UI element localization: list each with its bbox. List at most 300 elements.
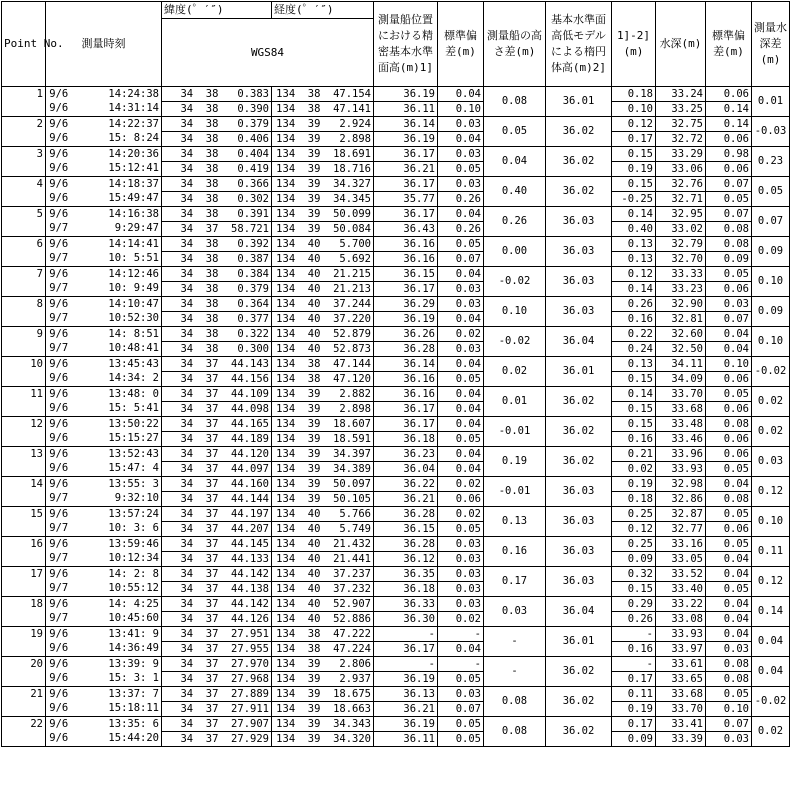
point-number: 7 [2,267,46,282]
longitude-cell: 134 40 21.432 [272,537,374,552]
table-row [2,447,790,462]
precise-height-cell: 36.19 [374,672,438,687]
ellipsoid-height-cell: 36.04 [546,327,612,357]
depth-diff-cell: 0.04 [752,657,790,687]
precise-height-cell: 36.33 [374,597,438,612]
header-depth-diff: 測量水深差(m) [752,2,790,87]
diff-cell: 0.16 [612,312,656,327]
latitude-cell: 34 38 0.366 [162,177,272,192]
depth-diff-cell: 0.05 [752,177,790,207]
depth-std-dev-cell: 0.05 [706,192,752,207]
measure-time: 14: 4:25 [72,597,162,612]
precise-height-cell: 36.21 [374,492,438,507]
measure-time: 14:31:14 [72,102,162,117]
depth-cell: 33.65 [656,672,706,687]
header-longitude: 経度(゜′″) [272,2,374,19]
diff-cell: 0.14 [612,207,656,222]
measure-date: 9/6 [46,507,72,522]
longitude-cell: 134 40 52.907 [272,597,374,612]
point-number [2,582,46,597]
depth-std-dev-cell: 0.03 [706,642,752,657]
ship-height-diff-cell: 0.26 [484,207,546,237]
latitude-cell: 34 37 27.907 [162,717,272,732]
depth-std-dev-cell: 0.04 [706,552,752,567]
diff-cell: 0.17 [612,672,656,687]
depth-std-dev-cell: 0.10 [706,702,752,717]
ellipsoid-height-cell: 36.02 [546,147,612,177]
depth-std-dev-cell: 0.07 [706,177,752,192]
std-dev-cell: 0.07 [438,252,484,267]
measure-date: 9/7 [46,282,72,297]
point-number [2,402,46,417]
measure-date: 9/6 [46,162,72,177]
precise-height-cell: 36.16 [374,387,438,402]
depth-cell: 32.81 [656,312,706,327]
diff-cell: 0.11 [612,687,656,702]
depth-cell: 32.50 [656,342,706,357]
latitude-cell: 34 37 44.207 [162,522,272,537]
ellipsoid-height-cell: 36.02 [546,417,612,447]
std-dev-cell: 0.04 [438,357,484,372]
precise-height-cell: 36.17 [374,282,438,297]
std-dev-cell: 0.03 [438,582,484,597]
depth-std-dev-cell: 0.04 [706,612,752,627]
point-number [2,132,46,147]
diff-cell: 0.32 [612,567,656,582]
depth-std-dev-cell: 0.07 [706,312,752,327]
std-dev-cell: 0.04 [438,87,484,102]
std-dev-cell: 0.03 [438,177,484,192]
ship-height-diff-cell: -0.02 [484,327,546,357]
latitude-cell: 34 38 0.379 [162,117,272,132]
ship-height-diff-cell: -0.01 [484,417,546,447]
measure-time: 14:36:49 [72,642,162,657]
measure-date: 9/7 [46,222,72,237]
point-number: 1 [2,87,46,102]
precise-height-cell: 36.19 [374,717,438,732]
point-number [2,282,46,297]
latitude-cell: 34 37 58.721 [162,222,272,237]
diff-cell: 0.12 [612,267,656,282]
table-row [2,177,790,192]
measure-date: 9/6 [46,177,72,192]
longitude-cell: 134 38 47.120 [272,372,374,387]
std-dev-cell: 0.04 [438,267,484,282]
diff-cell: 0.19 [612,162,656,177]
measure-date: 9/6 [46,687,72,702]
diff-cell: 0.10 [612,102,656,117]
diff-cell: 0.17 [612,132,656,147]
table-row [2,192,790,207]
depth-cell: 33.06 [656,162,706,177]
longitude-cell: 134 39 18.591 [272,432,374,447]
depth-diff-cell: 0.11 [752,537,790,567]
depth-cell: 32.87 [656,507,706,522]
precise-height-cell: 36.21 [374,162,438,177]
ellipsoid-height-cell: 36.03 [546,567,612,597]
header-diff: 1]-2](m) [612,2,656,87]
point-number: 10 [2,357,46,372]
measure-date: 9/6 [46,732,72,747]
measure-date: 9/7 [46,612,72,627]
measure-date: 9/6 [46,87,72,102]
precise-height-cell: 36.28 [374,507,438,522]
latitude-cell: 34 38 0.364 [162,297,272,312]
ellipsoid-height-cell: 36.02 [546,657,612,687]
measure-time: 10:45:60 [72,612,162,627]
precise-height-cell: 36.11 [374,732,438,747]
longitude-cell: 134 38 47.141 [272,102,374,117]
header-depth-std-dev: 標準偏差(m) [706,2,752,87]
depth-cell: 33.08 [656,612,706,627]
longitude-cell: 134 40 37.244 [272,297,374,312]
table-row [2,672,790,687]
measure-time: 13:57:24 [72,507,162,522]
table-row [2,132,790,147]
measure-date: 9/6 [46,207,72,222]
std-dev-cell: 0.02 [438,507,484,522]
depth-cell: 32.79 [656,237,706,252]
point-number [2,702,46,717]
table-row [2,162,790,177]
longitude-cell: 134 40 5.700 [272,237,374,252]
std-dev-cell: 0.05 [438,522,484,537]
depth-diff-cell: 0.03 [752,447,790,477]
measure-date: 9/6 [46,597,72,612]
depth-cell: 32.95 [656,207,706,222]
ellipsoid-height-cell: 36.01 [546,357,612,387]
point-number [2,102,46,117]
diff-cell: 0.24 [612,342,656,357]
measure-time: 13:39: 9 [72,657,162,672]
latitude-cell: 34 37 44.143 [162,357,272,372]
diff-cell: 0.12 [612,117,656,132]
measure-date: 9/6 [46,372,72,387]
latitude-cell: 34 37 44.142 [162,597,272,612]
point-number [2,462,46,477]
point-number: 11 [2,387,46,402]
std-dev-cell: 0.07 [438,702,484,717]
latitude-cell: 34 38 0.390 [162,102,272,117]
longitude-cell: 134 40 52.886 [272,612,374,627]
ship-height-diff-cell: -0.02 [484,267,546,297]
precise-height-cell: 36.17 [374,147,438,162]
depth-cell: 33.33 [656,267,706,282]
measure-time: 15: 5:41 [72,402,162,417]
longitude-cell: 134 39 34.327 [272,177,374,192]
table-row [2,102,790,117]
depth-diff-cell: 0.10 [752,507,790,537]
precise-height-cell: - [374,657,438,672]
std-dev-cell: 0.03 [438,297,484,312]
measure-time: 14:16:38 [72,207,162,222]
depth-cell: 33.02 [656,222,706,237]
depth-std-dev-cell: 0.04 [706,327,752,342]
latitude-cell: 34 37 44.126 [162,612,272,627]
depth-cell: 34.11 [656,357,706,372]
precise-height-cell: 35.77 [374,192,438,207]
depth-std-dev-cell: 0.08 [706,237,752,252]
measure-date: 9/6 [46,417,72,432]
depth-diff-cell: -0.02 [752,357,790,387]
depth-cell: 33.48 [656,417,706,432]
diff-cell: 0.22 [612,327,656,342]
std-dev-cell: 0.26 [438,192,484,207]
point-number [2,492,46,507]
depth-cell: 32.71 [656,192,706,207]
depth-diff-cell: 0.23 [752,147,790,177]
measure-date: 9/6 [46,717,72,732]
ship-height-diff-cell: 0.17 [484,567,546,597]
diff-cell: 0.17 [612,717,656,732]
precise-height-cell: 36.22 [374,477,438,492]
ellipsoid-height-cell: 36.03 [546,297,612,327]
header-ellipsoid-height: 基本水準面高低モデルによる楕円体高(m)2] [546,2,612,87]
latitude-cell: 34 38 0.379 [162,282,272,297]
std-dev-cell: 0.05 [438,717,484,732]
diff-cell: 0.16 [612,642,656,657]
latitude-cell: 34 37 44.109 [162,387,272,402]
ellipsoid-height-cell: 36.03 [546,207,612,237]
table-row [2,117,790,132]
measure-time: 9:29:47 [72,222,162,237]
diff-cell: 0.18 [612,492,656,507]
point-number [2,642,46,657]
ship-height-diff-cell: 0.02 [484,357,546,387]
depth-diff-cell: 0.14 [752,597,790,627]
depth-std-dev-cell: 0.09 [706,252,752,267]
depth-cell: 33.52 [656,567,706,582]
header-std-dev: 標準偏差(m) [438,2,484,87]
point-number [2,432,46,447]
latitude-cell: 34 37 44.156 [162,372,272,387]
longitude-cell: 134 40 37.232 [272,582,374,597]
table-row [2,252,790,267]
depth-cell: 33.70 [656,387,706,402]
diff-cell: 0.15 [612,372,656,387]
depth-diff-cell: 0.02 [752,717,790,747]
precise-height-cell: 36.17 [374,402,438,417]
latitude-cell: 34 37 27.970 [162,657,272,672]
precise-height-cell: 36.16 [374,252,438,267]
table-row [2,492,790,507]
measure-time: 10:55:12 [72,582,162,597]
longitude-cell: 134 40 52.879 [272,327,374,342]
table-row [2,387,790,402]
diff-cell: 0.02 [612,462,656,477]
measure-time: 14:10:47 [72,297,162,312]
point-number [2,522,46,537]
latitude-cell: 34 38 0.391 [162,207,272,222]
table-row [2,312,790,327]
point-number: 12 [2,417,46,432]
depth-cell: 33.68 [656,402,706,417]
diff-cell: 0.15 [612,417,656,432]
depth-diff-cell: 0.12 [752,567,790,597]
diff-cell: 0.40 [612,222,656,237]
latitude-cell: 34 38 0.392 [162,237,272,252]
std-dev-cell: 0.03 [438,567,484,582]
depth-std-dev-cell: 0.10 [706,357,752,372]
measure-time: 10:52:30 [72,312,162,327]
point-number: 16 [2,537,46,552]
longitude-cell: 134 39 50.084 [272,222,374,237]
diff-cell: 0.12 [612,522,656,537]
diff-cell: 0.09 [612,732,656,747]
latitude-cell: 34 38 0.322 [162,327,272,342]
precise-height-cell: 36.19 [374,132,438,147]
longitude-cell: 134 39 34.320 [272,732,374,747]
std-dev-cell: 0.04 [438,132,484,147]
latitude-cell: 34 37 44.160 [162,477,272,492]
depth-diff-cell: 0.01 [752,87,790,117]
latitude-cell: 34 37 27.955 [162,642,272,657]
measure-time: 13:37: 7 [72,687,162,702]
measure-date: 9/6 [46,297,72,312]
measure-date: 9/6 [46,267,72,282]
latitude-cell: 34 38 0.302 [162,192,272,207]
longitude-cell: 134 40 37.220 [272,312,374,327]
measure-time: 14: 8:51 [72,327,162,342]
table-row [2,372,790,387]
table-row [2,687,790,702]
std-dev-cell: 0.05 [438,672,484,687]
diff-cell: 0.09 [612,552,656,567]
measure-time: 13:41: 9 [72,627,162,642]
depth-cell: 33.96 [656,447,706,462]
ellipsoid-height-cell: 36.02 [546,687,612,717]
std-dev-cell: 0.03 [438,117,484,132]
latitude-cell: 34 38 0.387 [162,252,272,267]
measure-date: 9/6 [46,117,72,132]
longitude-cell: 134 40 37.237 [272,567,374,582]
longitude-cell: 134 38 47.224 [272,642,374,657]
latitude-cell: 34 37 27.929 [162,732,272,747]
depth-std-dev-cell: 0.06 [706,87,752,102]
measure-date: 9/6 [46,672,72,687]
measure-time: 14:14:41 [72,237,162,252]
depth-std-dev-cell: 0.07 [706,207,752,222]
measure-date: 9/6 [46,102,72,117]
ellipsoid-height-cell: 36.02 [546,177,612,207]
table-row [2,582,790,597]
depth-std-dev-cell: 0.06 [706,372,752,387]
std-dev-cell: 0.26 [438,222,484,237]
measure-date: 9/6 [46,132,72,147]
measure-time: 10: 5:51 [72,252,162,267]
measure-date: 9/6 [46,537,72,552]
measure-date: 9/7 [46,522,72,537]
depth-cell: 33.25 [656,102,706,117]
measure-time: 15:12:41 [72,162,162,177]
point-number [2,162,46,177]
diff-cell: 0.19 [612,702,656,717]
longitude-cell: 134 39 34.343 [272,717,374,732]
precise-height-cell: 36.30 [374,612,438,627]
longitude-cell: 134 40 5.766 [272,507,374,522]
measure-time: 9:32:10 [72,492,162,507]
diff-cell: 0.19 [612,477,656,492]
measure-date: 9/6 [46,567,72,582]
latitude-cell: 34 37 44.098 [162,402,272,417]
diff-cell: 0.15 [612,177,656,192]
depth-cell: 33.40 [656,582,706,597]
longitude-cell: 134 40 5.749 [272,522,374,537]
depth-diff-cell: 0.09 [752,237,790,267]
table-row [2,522,790,537]
depth-cell: 33.61 [656,657,706,672]
precise-height-cell: 36.17 [374,417,438,432]
longitude-cell: 134 39 2.898 [272,402,374,417]
longitude-cell: 134 39 2.898 [272,132,374,147]
depth-cell: 32.60 [656,327,706,342]
ellipsoid-height-cell: 36.01 [546,87,612,117]
diff-cell: 0.15 [612,582,656,597]
measure-date: 9/6 [46,657,72,672]
longitude-cell: 134 39 34.397 [272,447,374,462]
measure-date: 9/7 [46,252,72,267]
precise-height-cell: 36.35 [374,567,438,582]
precise-height-cell: 36.13 [374,687,438,702]
table-row [2,432,790,447]
point-number: 13 [2,447,46,462]
measure-time: 13:52:43 [72,447,162,462]
measure-date: 9/6 [46,357,72,372]
measure-date: 9/6 [46,627,72,642]
depth-cell: 32.90 [656,297,706,312]
depth-diff-cell: -0.02 [752,687,790,717]
point-number [2,312,46,327]
precise-height-cell: 36.04 [374,462,438,477]
diff-cell: - [612,657,656,672]
header-ship-height-diff: 測量船の高さ差(m) [484,2,546,87]
table-row [2,297,790,312]
measure-time: 14:20:36 [72,147,162,162]
point-number [2,372,46,387]
precise-height-cell: 36.19 [374,87,438,102]
depth-std-dev-cell: 0.05 [706,387,752,402]
ellipsoid-height-cell: 36.03 [546,507,612,537]
table-row [2,552,790,567]
precise-height-cell: 36.14 [374,357,438,372]
depth-cell: 33.39 [656,732,706,747]
measure-time: 15:47: 4 [72,462,162,477]
point-number: 9 [2,327,46,342]
depth-cell: 32.77 [656,522,706,537]
ship-height-diff-cell: 0.03 [484,597,546,627]
precise-height-cell: - [374,627,438,642]
table-row [2,477,790,492]
diff-cell: 0.21 [612,447,656,462]
point-number [2,552,46,567]
ship-height-diff-cell: 0.13 [484,507,546,537]
measure-date: 9/6 [46,702,72,717]
table-body [2,87,790,747]
diff-cell: 0.14 [612,282,656,297]
depth-std-dev-cell: 0.08 [706,657,752,672]
measure-date: 9/6 [46,147,72,162]
longitude-cell: 134 39 2.937 [272,672,374,687]
ship-height-diff-cell: 0.08 [484,687,546,717]
ship-height-diff-cell: 0.04 [484,147,546,177]
depth-cell: 33.16 [656,537,706,552]
depth-diff-cell: 0.02 [752,417,790,447]
table-row [2,222,790,237]
measure-time: 10:48:41 [72,342,162,357]
depth-std-dev-cell: 0.14 [706,102,752,117]
depth-std-dev-cell: 0.06 [706,522,752,537]
measure-date: 9/6 [46,642,72,657]
